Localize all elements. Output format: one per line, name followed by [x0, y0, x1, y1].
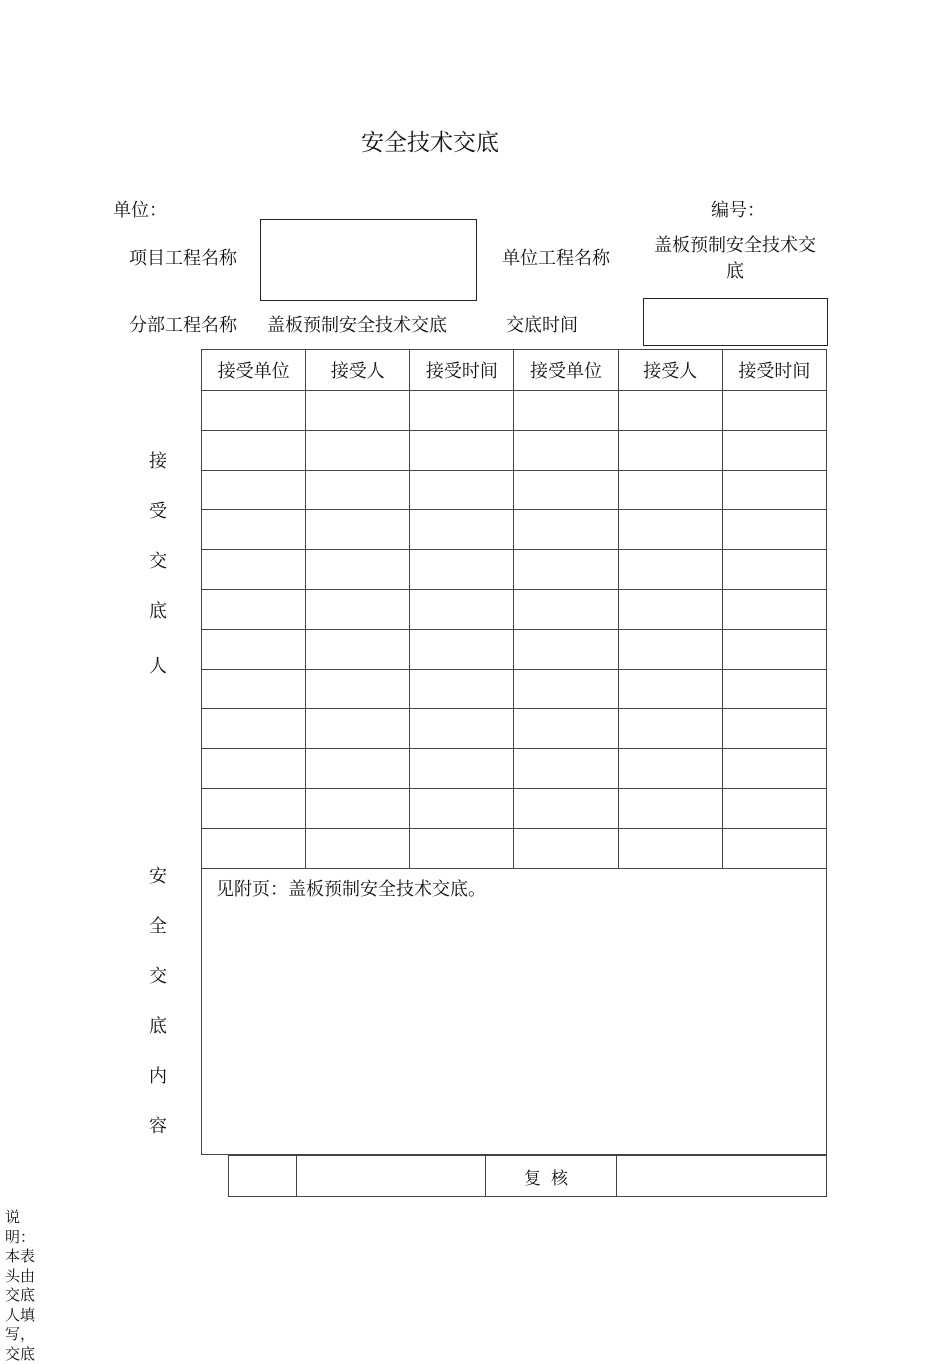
receivers-table: [201, 349, 827, 869]
receivers-side-label-1: 接: [149, 451, 167, 472]
table-cell[interactable]: [306, 669, 410, 709]
table-cell[interactable]: [202, 589, 306, 629]
table-cell[interactable]: [722, 669, 826, 709]
table-cell[interactable]: [514, 391, 618, 431]
table-row: [202, 470, 827, 510]
column-header: 接受单位: [514, 350, 618, 391]
review-field[interactable]: [617, 1156, 827, 1197]
receivers-header-row: [202, 350, 827, 391]
table-cell[interactable]: [722, 430, 826, 470]
table-cell[interactable]: [618, 828, 722, 868]
receivers-side-label-4: 底: [149, 601, 167, 622]
table-row: [202, 550, 827, 590]
table-cell[interactable]: [202, 510, 306, 550]
table-cell[interactable]: [722, 828, 826, 868]
note-text: 说明：本表头由交底人填写，交底: [5, 1208, 36, 1363]
table-cell[interactable]: [306, 510, 410, 550]
number-label: 编号：: [711, 200, 765, 221]
table-row: [202, 510, 827, 550]
receivers-side-label-3: 交: [149, 551, 167, 572]
table-cell[interactable]: [618, 709, 722, 749]
project-name-label: 项目工程名称: [129, 248, 237, 269]
table-cell[interactable]: [410, 510, 514, 550]
table-cell[interactable]: [514, 788, 618, 828]
table-cell[interactable]: [722, 470, 826, 510]
column-header: 接受时间: [722, 350, 826, 391]
signature-left-label: [229, 1156, 297, 1197]
table-cell[interactable]: [306, 788, 410, 828]
table-cell[interactable]: [514, 629, 618, 669]
table-cell[interactable]: [722, 510, 826, 550]
table-cell[interactable]: [306, 550, 410, 590]
handover-time-label: 交底时间: [506, 315, 578, 336]
table-cell[interactable]: [410, 629, 514, 669]
review-label: 复核: [486, 1156, 617, 1197]
table-cell[interactable]: [722, 629, 826, 669]
table-cell[interactable]: [410, 828, 514, 868]
column-header: 接受时间: [410, 350, 514, 391]
content-side-label-5: 内: [149, 1066, 167, 1087]
content-text: 见附页：盖板预制安全技术交底。: [216, 879, 486, 900]
table-cell[interactable]: [618, 788, 722, 828]
table-cell[interactable]: [410, 589, 514, 629]
unit-project-name-label: 单位工程名称: [502, 248, 610, 269]
table-cell[interactable]: [514, 828, 618, 868]
signature-table: [228, 1155, 827, 1197]
handover-time-field[interactable]: [643, 298, 828, 346]
table-cell[interactable]: [306, 391, 410, 431]
column-header: 接受单位: [202, 350, 306, 391]
table-cell[interactable]: [202, 550, 306, 590]
table-cell[interactable]: [514, 749, 618, 789]
table-cell[interactable]: [410, 669, 514, 709]
table-row: [202, 709, 827, 749]
table-row: [202, 828, 827, 868]
receivers-side-label-2: 受: [149, 501, 167, 522]
table-cell[interactable]: [722, 788, 826, 828]
page-title: 安全技术交底: [361, 130, 499, 156]
column-header: 接受人: [306, 350, 410, 391]
table-cell[interactable]: [202, 749, 306, 789]
table-cell[interactable]: [514, 510, 618, 550]
table-cell[interactable]: [618, 391, 722, 431]
table-cell[interactable]: [202, 430, 306, 470]
content-side-label-3: 交: [149, 966, 167, 987]
table-cell[interactable]: [306, 430, 410, 470]
table-cell[interactable]: [202, 629, 306, 669]
receivers-side-label-5: 人: [149, 656, 167, 677]
table-cell[interactable]: [618, 550, 722, 590]
table-cell[interactable]: [306, 470, 410, 510]
table-cell[interactable]: [410, 749, 514, 789]
column-header: 接受人: [618, 350, 722, 391]
table-cell[interactable]: [514, 589, 618, 629]
table-cell[interactable]: [618, 430, 722, 470]
table-cell[interactable]: [202, 788, 306, 828]
table-cell[interactable]: [618, 510, 722, 550]
table-cell[interactable]: [722, 749, 826, 789]
table-cell[interactable]: [618, 669, 722, 709]
table-cell[interactable]: [410, 430, 514, 470]
table-cell[interactable]: [410, 391, 514, 431]
table-cell[interactable]: [722, 709, 826, 749]
table-row: [202, 589, 827, 629]
table-cell[interactable]: [722, 550, 826, 590]
table-cell[interactable]: [202, 709, 306, 749]
content-side-label-6: 容: [149, 1116, 167, 1137]
unit-project-name-value: 盖板预制安全技术交底: [654, 235, 816, 282]
table-cell[interactable]: [618, 470, 722, 510]
content-side-label-2: 全: [149, 916, 167, 937]
table-cell[interactable]: [202, 669, 306, 709]
content-side-label-1: 安: [149, 866, 167, 887]
table-row: [202, 391, 827, 431]
table-cell[interactable]: [514, 709, 618, 749]
project-name-field[interactable]: [260, 219, 477, 301]
table-cell[interactable]: [306, 589, 410, 629]
table-cell[interactable]: [722, 589, 826, 629]
table-row: [202, 749, 827, 789]
table-row: [202, 669, 827, 709]
table-cell[interactable]: [514, 430, 618, 470]
table-cell[interactable]: [202, 828, 306, 868]
table-cell[interactable]: [618, 749, 722, 789]
table-cell[interactable]: [202, 470, 306, 510]
table-cell[interactable]: [306, 749, 410, 789]
table-row: [202, 788, 827, 828]
sub-project-name-value: 盖板预制安全技术交底: [267, 315, 447, 336]
table-cell[interactable]: [410, 709, 514, 749]
table-cell[interactable]: [306, 629, 410, 669]
table-cell[interactable]: [514, 550, 618, 590]
content-area[interactable]: [201, 865, 827, 1155]
table-cell[interactable]: [618, 629, 722, 669]
table-cell[interactable]: [618, 589, 722, 629]
unit-label: 单位：: [113, 200, 167, 221]
table-cell[interactable]: [514, 470, 618, 510]
table-cell[interactable]: [514, 669, 618, 709]
table-cell[interactable]: [410, 788, 514, 828]
table-cell[interactable]: [306, 828, 410, 868]
content-side-label-4: 底: [149, 1016, 167, 1037]
table-cell[interactable]: [410, 550, 514, 590]
table-row: [202, 629, 827, 669]
sub-project-name-label: 分部工程名称: [129, 315, 237, 336]
table-row: [202, 430, 827, 470]
signature-field[interactable]: [297, 1156, 486, 1197]
table-cell[interactable]: [306, 709, 410, 749]
table-cell[interactable]: [202, 391, 306, 431]
table-cell[interactable]: [410, 470, 514, 510]
table-cell[interactable]: [722, 391, 826, 431]
